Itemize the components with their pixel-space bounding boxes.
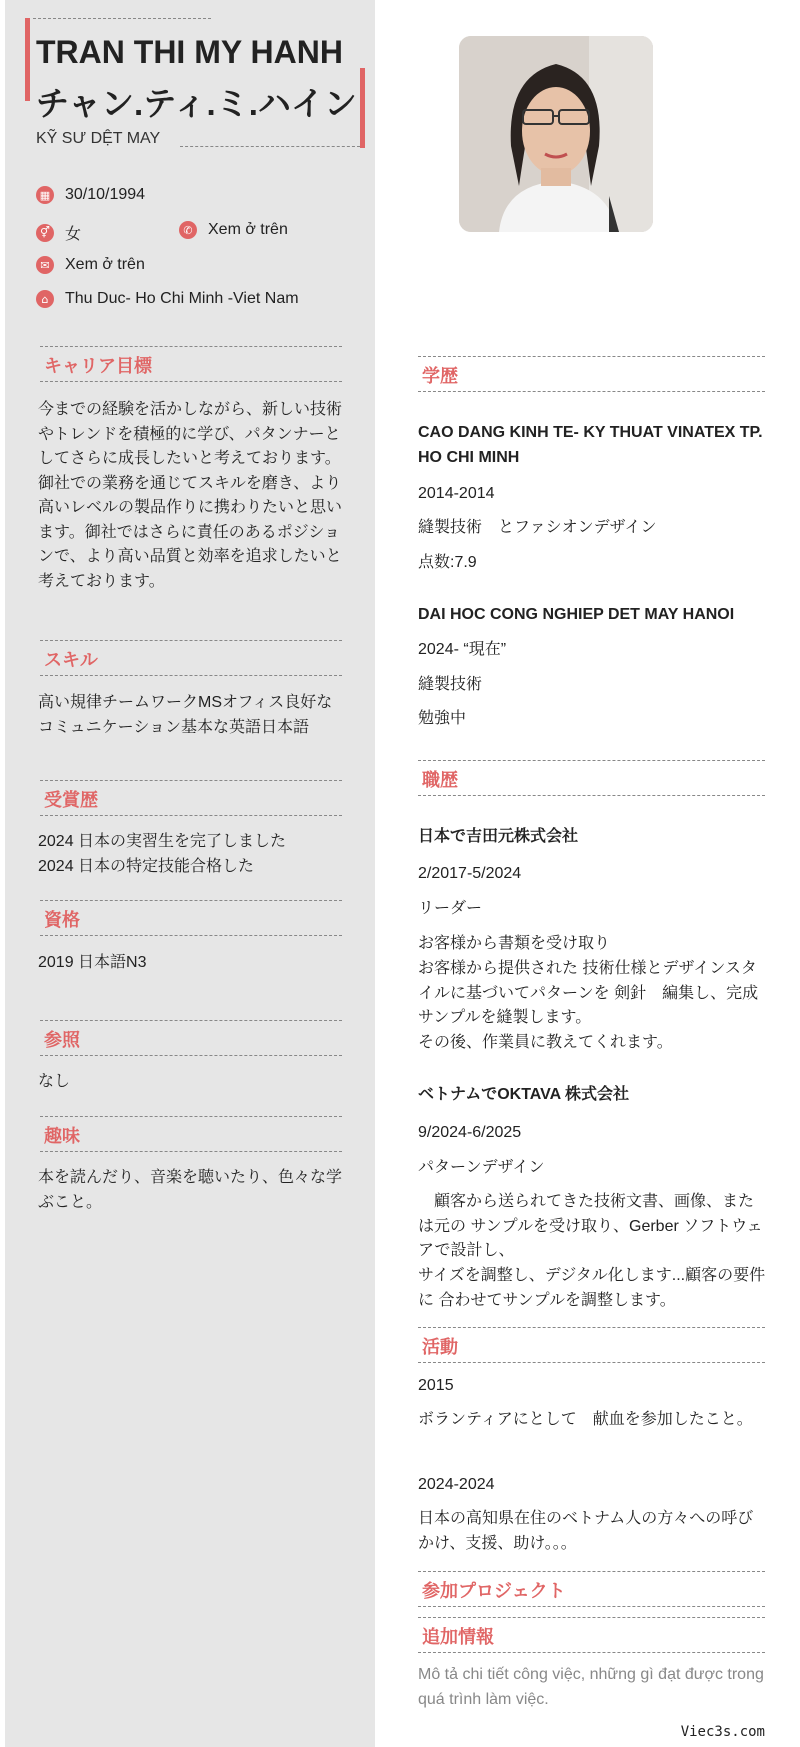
gender: 女 bbox=[65, 226, 82, 243]
address: Thu Duc- Ho Chi Minh -Viet Nam bbox=[65, 290, 299, 307]
award-item: 2024 日本の実習生を完了しました bbox=[38, 833, 287, 850]
email: Xem ở trên bbox=[65, 256, 145, 273]
name-block bbox=[25, 18, 365, 148]
experience-role: リーダー bbox=[418, 900, 483, 917]
calendar-icon: ▦ bbox=[36, 186, 54, 204]
section-title: 追加情報 bbox=[422, 1627, 494, 1647]
profile-photo bbox=[459, 36, 653, 232]
section-title: キャリア目標 bbox=[44, 356, 152, 376]
experience-period: 9/2024-6/2025 bbox=[418, 1124, 522, 1141]
section-title: スキル bbox=[44, 650, 98, 670]
accent-bar bbox=[360, 68, 365, 148]
experience-desc: お客様から書類を受け取り bbox=[418, 935, 611, 952]
gender-row bbox=[36, 221, 81, 244]
section-title: 学歴 bbox=[422, 366, 458, 386]
portrait-image bbox=[459, 36, 653, 232]
activity-desc: ボランティアにとして 献血を参加したこと。 bbox=[418, 1411, 753, 1428]
certification: 2019 日本語N3 bbox=[38, 954, 147, 971]
section-title: 受賞歴 bbox=[44, 790, 98, 810]
activity-period: 2015 bbox=[418, 1377, 454, 1394]
birthday-row bbox=[36, 186, 145, 204]
experience-desc: サイズを調整し、デジタル化します...顧客の要件に 合わせてサンプルを調整します。 bbox=[418, 1267, 766, 1309]
section-header-experience bbox=[418, 760, 765, 796]
section-title: 資格 bbox=[44, 910, 80, 930]
phone-row bbox=[179, 221, 288, 239]
name-japanese: チャン.ティ.ミ.ハイン bbox=[36, 85, 357, 122]
education-school: DAI HOC CONG NGHIEP DET MAY HANOI bbox=[418, 606, 735, 623]
education-major: 縫製技術 bbox=[418, 676, 483, 693]
section-title: 職歴 bbox=[422, 770, 458, 790]
section-title: 趣味 bbox=[44, 1126, 80, 1146]
education-period: 2014-2014 bbox=[418, 485, 495, 502]
experience-desc: お客様から提供された 技術仕様とデザインスタイルに基づいてパターンを 剣針 編集し、完成サンプルを縫製します。 bbox=[418, 960, 759, 1026]
activity-period: 2024-2024 bbox=[418, 1476, 495, 1493]
name-english: TRAN THI MY HANH bbox=[36, 34, 343, 70]
email-row bbox=[36, 256, 145, 274]
experience-desc: その後、作業員に教えてくれます。 bbox=[418, 1034, 673, 1051]
section-header-skills bbox=[40, 640, 342, 676]
divider bbox=[180, 146, 360, 147]
section-header-career bbox=[40, 346, 342, 382]
award-item: 2024 日本の特定技能合格した bbox=[38, 858, 255, 875]
career-objective: 今までの経験を活かしながら、新しい技術やトレンドを積極的に学び、パタンナーとしてさらに成長したいと考えております。御社での業務を通じてスキルを磨き、より高いレベルの製品作りに携わりたいと思います。御社ではさらに責任のあるポジションで、より高い品質と効率を追求したいと考えております。 bbox=[38, 401, 343, 590]
job-title: KỸ SƯ DỆT MAY bbox=[36, 130, 161, 147]
section-header-certifications bbox=[40, 900, 342, 936]
experience-company: 日本で吉田元株式会社 bbox=[418, 828, 579, 845]
section-title: 参照 bbox=[44, 1030, 80, 1050]
experience-desc: 顧客から送られてきた技術文書、画像、または元の サンプルを受け取り、Gerber ソフトウェアで設計し、 bbox=[418, 1193, 763, 1259]
section-header-additional bbox=[418, 1617, 765, 1653]
references: なし bbox=[38, 1073, 71, 1090]
watermark: Viec3s.com bbox=[680, 1724, 765, 1740]
email-icon: ✉ bbox=[36, 256, 54, 274]
additional-info: Mô tả chi tiết công việc, những gì đạt được trong quá trình làm việc. bbox=[418, 1666, 764, 1708]
gender-icon: ⚥ bbox=[36, 224, 54, 242]
main-column bbox=[375, 0, 800, 1747]
section-header-hobbies bbox=[40, 1116, 342, 1152]
education-school: CAO DANG KINH TE- KY THUAT VINATEX TP. HO CHI MINH bbox=[418, 424, 763, 466]
accent-bar bbox=[25, 18, 30, 101]
sidebar bbox=[5, 0, 375, 1747]
education-note: 点数:7.9 bbox=[418, 554, 477, 571]
education-note: 勉強中 bbox=[418, 710, 467, 727]
section-header-awards bbox=[40, 780, 342, 816]
section-header-education bbox=[418, 356, 765, 392]
activity-desc: 日本の高知県在住のベトナム人の方々への呼びかけ、支援、助け。。。 bbox=[418, 1510, 754, 1552]
education-period: 2024- “現在” bbox=[418, 641, 507, 658]
experience-period: 2/2017-5/2024 bbox=[418, 865, 522, 882]
section-title: 参加プロジェクト bbox=[422, 1581, 566, 1601]
divider bbox=[33, 18, 211, 19]
birthday: 30/10/1994 bbox=[65, 186, 146, 203]
skills-text: 高い規律チームワークMSオフィス良好なコミュニケーション基本な英語日本語 bbox=[38, 694, 333, 736]
section-header-references bbox=[40, 1020, 342, 1056]
hobbies: 本を読んだり、音楽を聴いたり、色々な学ぶこと。 bbox=[38, 1169, 343, 1211]
phone-icon: ✆ bbox=[179, 221, 197, 239]
section-header-projects bbox=[418, 1571, 765, 1607]
section-title: 活動 bbox=[422, 1337, 458, 1357]
address-row bbox=[36, 290, 299, 308]
home-icon: ⌂ bbox=[36, 290, 54, 308]
section-header-activities bbox=[418, 1327, 765, 1363]
experience-role: パターンデザイン bbox=[418, 1159, 545, 1176]
education-major: 縫製技術 とファシオンデザイン bbox=[418, 519, 657, 536]
experience-company: ベトナムでOKTAVA 株式会社 bbox=[418, 1086, 630, 1103]
phone: Xem ở trên bbox=[208, 221, 288, 238]
